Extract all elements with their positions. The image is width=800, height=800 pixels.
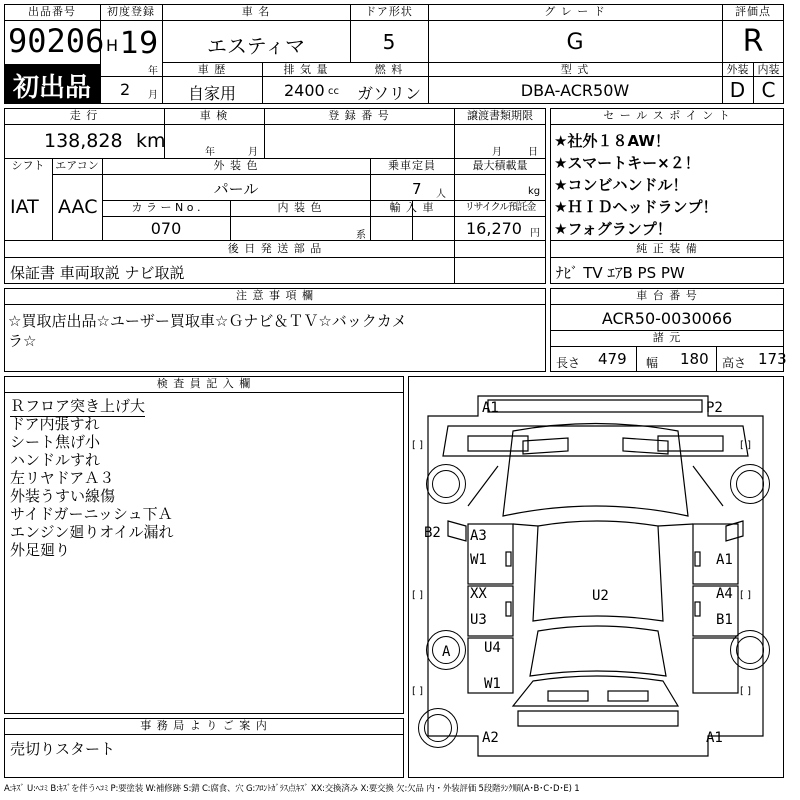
recycle-unit: 円 [530,228,540,239]
inspection-label: 車 検 [199,109,229,122]
later-parts: 保証書 車両取説 ナビ取説 [10,264,185,282]
inspector-line: 外装うすい線傷 [10,487,116,505]
ext-color-label: 外 装 色 [213,159,259,172]
inspector-line: サイドガーニッシュ下Ａ [10,505,173,523]
bracket-left-bottom: [ ] [412,686,423,697]
notes-line-1: ☆買取店出品☆ユーザー買取車☆Ｇナビ＆ＴＶ☆バックカメ [8,312,407,330]
notes-line-2: ラ☆ [8,332,37,350]
inspector-line: Ｒフロア突き上げ大 [10,397,146,415]
mark-a1-bottom: A1 [706,730,723,746]
interior-grade-label: 内装 [757,63,780,76]
genuine-equipment: ﾅﾋﾞ TV ｴｱB PS PW [556,264,685,282]
mark-a1-right: A1 [716,552,733,568]
inspector-line: ハンドルすれ [10,451,101,469]
tire-rear-right [730,630,770,670]
import-label: 輸 入 車 [389,201,435,214]
mark-b1: B1 [716,612,733,628]
door-label: ドア形状 [365,5,413,18]
notes-label: 注 意 事 項 欄 [236,289,314,302]
fuel: ガソリン [356,84,421,103]
sales-point: ★スマートキー×２！ [554,154,700,172]
mark-a2-bottom: A2 [482,730,499,746]
inspector-label: 検 査 員 記 入 欄 [156,377,252,390]
car-name: エスティマ [207,34,305,58]
shift: IAT [10,196,39,218]
capacity: 7 [412,180,422,198]
height-label: 高さ [722,356,747,370]
mileage: 138,828 [44,130,123,152]
history: 自家用 [187,84,236,103]
mark-a-tire: A [442,644,451,660]
bracket-left-mid: [ ] [412,590,423,601]
mark-w1-left: W1 [470,552,487,568]
first-reg-year: 19 [120,26,159,61]
mark-b2-left: B2 [424,525,441,541]
first-reg-label: 初度登録 [107,5,155,18]
inspection-year-unit: 年 [205,147,215,158]
first-listing-text: 初出品 [12,73,91,103]
chassis-number: ACR50-0030066 [601,309,733,328]
bracket-right-mid: [ ] [740,590,751,601]
inspection-month-unit: 月 [248,147,258,158]
inspector-line: エンジン廻りオイル漏れ [10,523,174,541]
era: H [106,36,119,55]
car-name-label: 車 名 [241,5,271,18]
sales-point: ★コンビハンドル！ [554,176,688,194]
month-unit: 月 [148,90,158,101]
mark-a4: A4 [716,586,733,602]
transfer-month-unit: 月 [492,147,502,158]
displacement-unit: cc [328,86,339,97]
color-no-label: カ ラ ー N o . [131,201,201,214]
tire-front-right [730,464,770,504]
score-label: 評価点 [735,5,771,18]
interior-grade: C [761,78,776,102]
max-load-unit: kg [528,186,541,197]
mark-w1-lower: W1 [484,676,501,692]
grade-label: グ レ ー ド [544,5,606,18]
inspector-line: 左リヤドアＡ３ [10,469,115,487]
sales-points-label: セ ー ル ス ポ イ ン ト [603,109,731,122]
mark-u2: U2 [592,588,609,604]
shift-label: シフト [11,159,45,172]
capacity-label: 乗車定員 [388,159,436,172]
mark-u3: U3 [470,612,487,628]
model-code: DBA-ACR50W [520,81,630,100]
max-load-label: 最大積載量 [472,159,528,172]
width-label: 幅 [646,356,659,370]
lot-number: 90206 [8,22,105,60]
mark-p2-top: P2 [706,400,723,416]
year-unit: 年 [148,66,158,77]
bracket-left-top: [ ] [412,440,423,451]
dimensions-label: 諸 元 [652,331,682,344]
color-number: 070 [150,219,182,238]
int-color-label: 内 装 色 [277,201,323,214]
exterior-grade: D [729,78,746,102]
history-label: 車 歴 [197,63,227,76]
genuine-equipment-label: 純 正 装 備 [636,242,698,255]
mark-a3: A3 [470,528,487,544]
recycle-label: リサイクル預託金 [464,202,536,213]
ac-label: エアコン [55,159,99,172]
reg-number-label: 登 録 番 号 [328,109,390,122]
car-outline [408,376,784,778]
sales-point: ★ＨＩＤヘッドランプ！ [554,198,718,216]
inspector-line: 外足廻り [10,541,71,559]
fuel-label: 燃 料 [374,63,404,76]
sales-point: ★社外１８AW！ [554,132,670,150]
transfer-day-unit: 日 [528,147,538,158]
displacement-label: 排 気 量 [283,63,329,76]
bracket-right-top: [ ] [740,440,751,451]
bracket-right-bottom: [ ] [740,686,751,697]
exterior-grade-label: 外装 [726,63,749,76]
int-color-unit: 系 [356,230,366,241]
mileage-unit: km [136,130,166,152]
inspector-line: シート焦げ小 [10,433,101,451]
grade: G [566,30,584,55]
capacity-unit: 人 [436,189,446,200]
inspector-line: ドア内張すれ [10,415,100,433]
lot-number-label: 出品番号 [28,5,76,18]
legend: A:ｷｽﾞ U:ﾍｺﾐ B:ｷｽﾞを伴うﾍｺﾐ P:要塗装 W:補修跡 S:錆 C:腐食、穴 G:ﾌﾛﾝﾄｶﾞﾗｽ点ｷｽﾞ XX:交換済み X:要交換 欠:欠品 内・外装評価 5段階ﾗﾝｸ順(A･B･C･D･E) 1 [4,784,580,794]
model-label: 型 式 [560,63,590,76]
width-value: 180 [680,350,709,368]
transfer-doc-label: 譲渡書類期限 [467,109,533,122]
door-type: 5 [382,30,396,54]
later-parts-label: 後 日 発 送 部 品 [227,242,323,255]
height-value: 173 [758,350,787,368]
ext-color: パール [213,180,259,198]
length-label: 長さ [556,356,581,370]
chassis-label: 車 台 番 号 [636,289,698,302]
length-value: 479 [598,350,627,368]
tire-spare [418,708,458,748]
sales-point: ★フォグランプ！ [554,220,672,238]
first-reg-month: 2 [120,80,131,99]
office-message: 売切りスタート [10,740,116,758]
score: R [742,24,764,59]
air-conditioner: AAC [58,196,98,218]
displacement: 2400 [284,81,325,100]
office-label: 事 務 局 よ り ご 案 内 [140,719,268,732]
mark-u4: U4 [484,640,501,656]
recycle-fee: 16,270 [466,219,522,238]
mark-xx: XX [470,586,487,602]
mileage-label: 走 行 [69,109,99,122]
mark-a1-top: A1 [482,400,499,416]
tire-front-left [426,464,466,504]
